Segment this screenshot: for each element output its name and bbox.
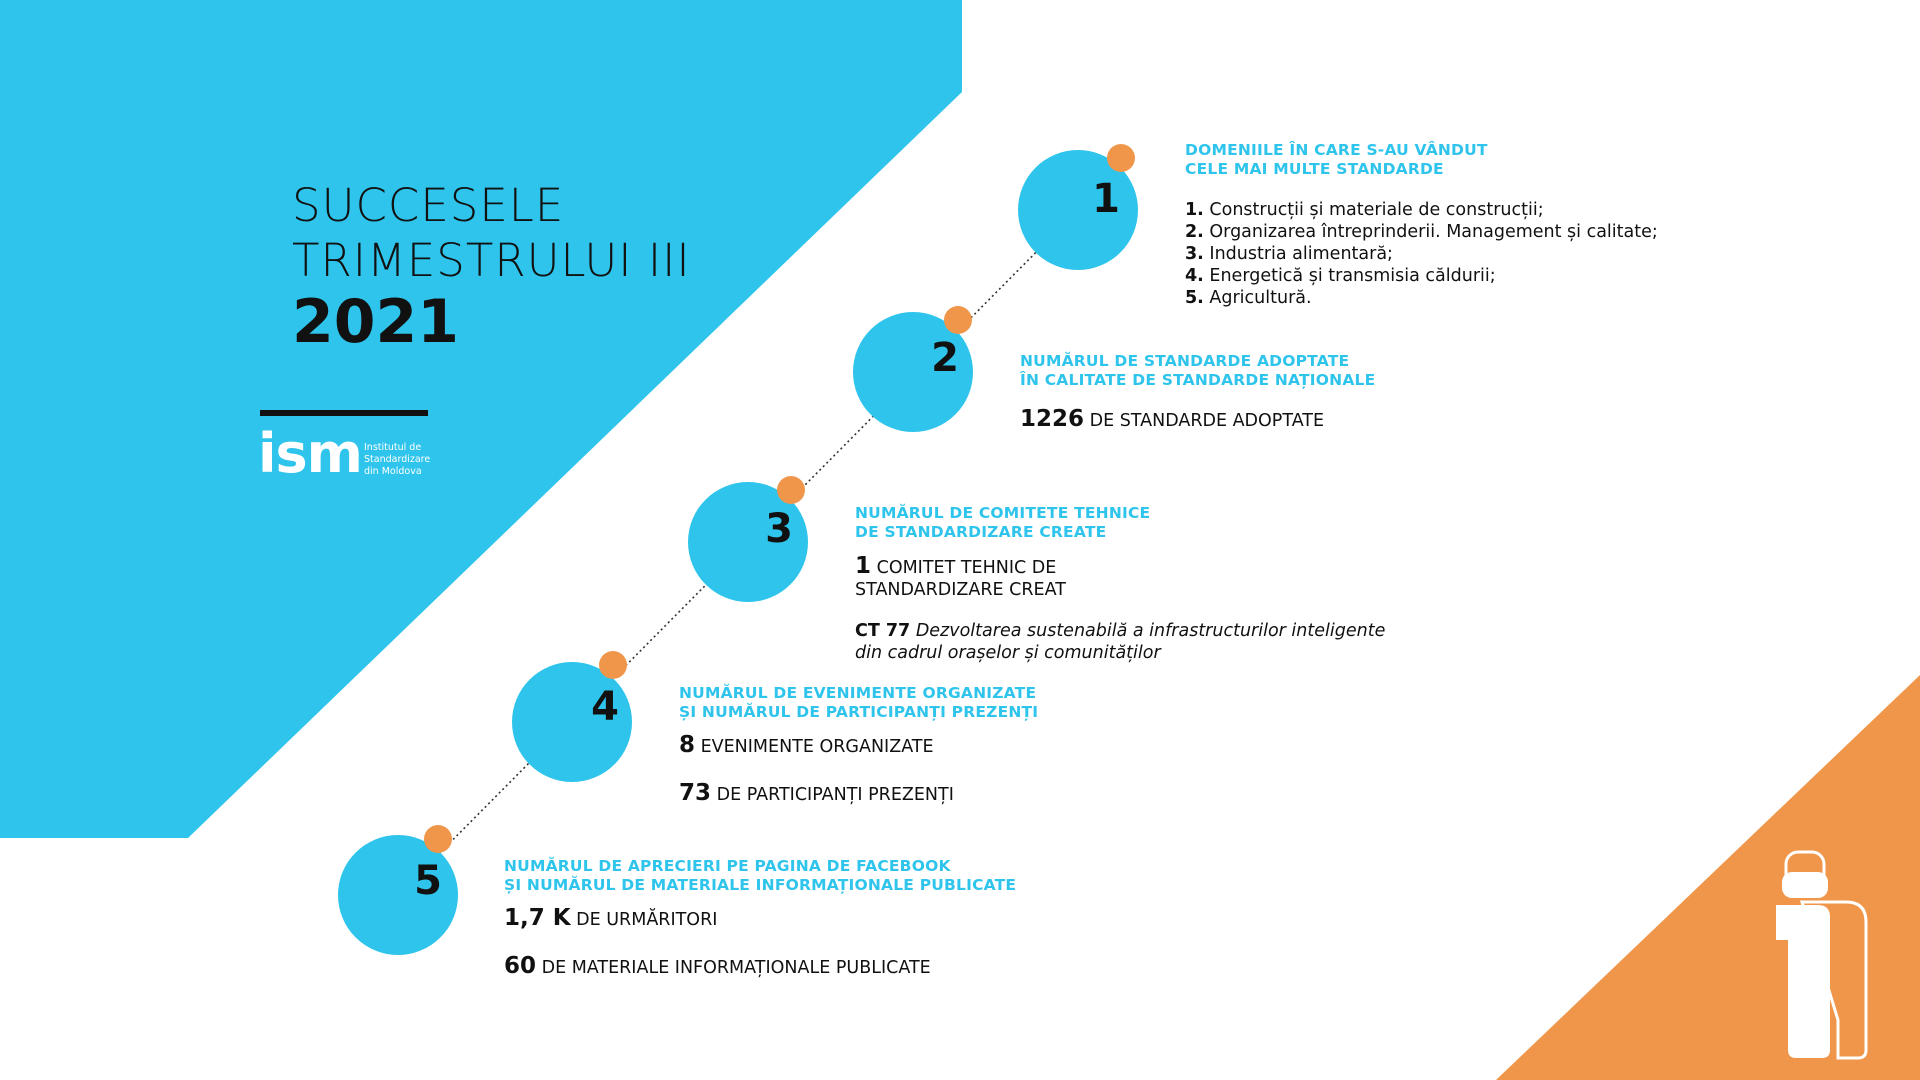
logo-divider [260, 410, 428, 416]
stat-value: 1226 [1020, 406, 1085, 432]
title-line-2: TRIMESTRULUI III [292, 234, 691, 287]
materials-stat [504, 955, 931, 979]
stat-label: DE URMĂRITORI [576, 910, 718, 930]
committee-code: CT 77 [855, 621, 911, 641]
step-4-number: 4 [591, 684, 619, 730]
stat-label: COMITET TEHNIC DE [876, 558, 1057, 578]
step-4-heading-line: ȘI NUMĂRUL DE PARTICIPANȚI PREZENȚI [679, 703, 1039, 721]
title-year: 2021 [292, 287, 459, 357]
step-1-heading-line: CELE MAI MULTE STANDARDE [1185, 160, 1444, 178]
step-4-heading [679, 684, 1038, 722]
logo-caption-line: din Moldova [364, 465, 422, 477]
step-1-heading-line: DOMENIILE ÎN CARE S-AU VÂNDUT [1185, 141, 1488, 159]
step-3-heading [855, 504, 1150, 542]
stat-value: 8 [679, 732, 696, 758]
logo-caption [364, 442, 444, 478]
list-item: 2. Organizarea întreprinderii. Management și calitate; [1185, 222, 1658, 242]
list-item: 4. Energetică și transmisia căldurii; [1185, 266, 1496, 286]
stat-label: EVENIMENTE ORGANIZATE [700, 737, 934, 757]
stat-label: DE STANDARDE ADOPTATE [1089, 411, 1325, 431]
stat-label: STANDARDIZARE CREAT [855, 580, 1066, 600]
step-2-number: 2 [931, 335, 959, 381]
stat-value: 1,7 K [504, 905, 571, 931]
step-5-number: 5 [414, 858, 442, 904]
logo-caption-line: Standardizare [364, 453, 431, 465]
step-4-heading-line: NUMĂRUL DE EVENIMENTE ORGANIZATE [679, 684, 1037, 702]
step-1-dot [1107, 144, 1135, 172]
followers-stat [504, 907, 717, 931]
committee-description: din cadrul orașelor și comunităților [855, 643, 1161, 663]
step-1-number: 1 [1092, 176, 1120, 222]
step-3-dot [777, 476, 805, 504]
step-5-heading-line: NUMĂRUL DE APRECIERI PE PAGINA DE FACEBOOK [504, 857, 951, 875]
top-domains-list [1185, 199, 1658, 309]
stat-value: 60 [504, 953, 537, 979]
participants-stat [679, 782, 954, 806]
standards-adopted-stat [1020, 408, 1324, 432]
step-2-heading-line: NUMĂRUL DE STANDARDE ADOPTATE [1020, 352, 1350, 370]
step-1-heading [1185, 141, 1488, 179]
list-item: 1. Construcții și materiale de construcții; [1185, 200, 1544, 220]
title-line-1: SUCCESELE [292, 179, 565, 232]
committee-description: Dezvoltarea sustenabilă a infrastructurilor inteligente [915, 621, 1386, 641]
step-3-heading-line: DE STANDARDIZARE CREATE [855, 523, 1107, 541]
step-5-heading [504, 857, 1016, 895]
step-5-dot [424, 825, 452, 853]
committees-stat [855, 555, 1066, 601]
stat-label: DE PARTICIPANȚI PREZENȚI [716, 785, 954, 805]
stat-value: 73 [679, 780, 712, 806]
list-item: 3. Industria alimentară; [1185, 244, 1393, 264]
step-2-heading-line: ÎN CALITATE DE STANDARDE NAȚIONALE [1020, 371, 1376, 389]
step-3-heading-line: NUMĂRUL DE COMITETE TEHNICE [855, 504, 1151, 522]
step-4-dot [599, 651, 627, 679]
events-stat [679, 734, 934, 758]
step-5-heading-line: ȘI NUMĂRUL DE MATERIALE INFORMAȚIONALE PUBLICATE [504, 876, 1017, 894]
ism-logo: ism [258, 422, 362, 485]
list-item: 5. Agricultură. [1185, 288, 1312, 308]
step-2-dot [944, 306, 972, 334]
orange-corner-shape [1496, 675, 1920, 1080]
step-2-heading [1020, 352, 1375, 390]
stat-label: DE MATERIALE INFORMAȚIONALE PUBLICATE [541, 958, 931, 978]
committee-note [855, 620, 1415, 664]
logo-caption-line: Institutul de [364, 442, 422, 453]
step-3-number: 3 [765, 506, 793, 552]
stat-value: 1 [855, 553, 872, 579]
